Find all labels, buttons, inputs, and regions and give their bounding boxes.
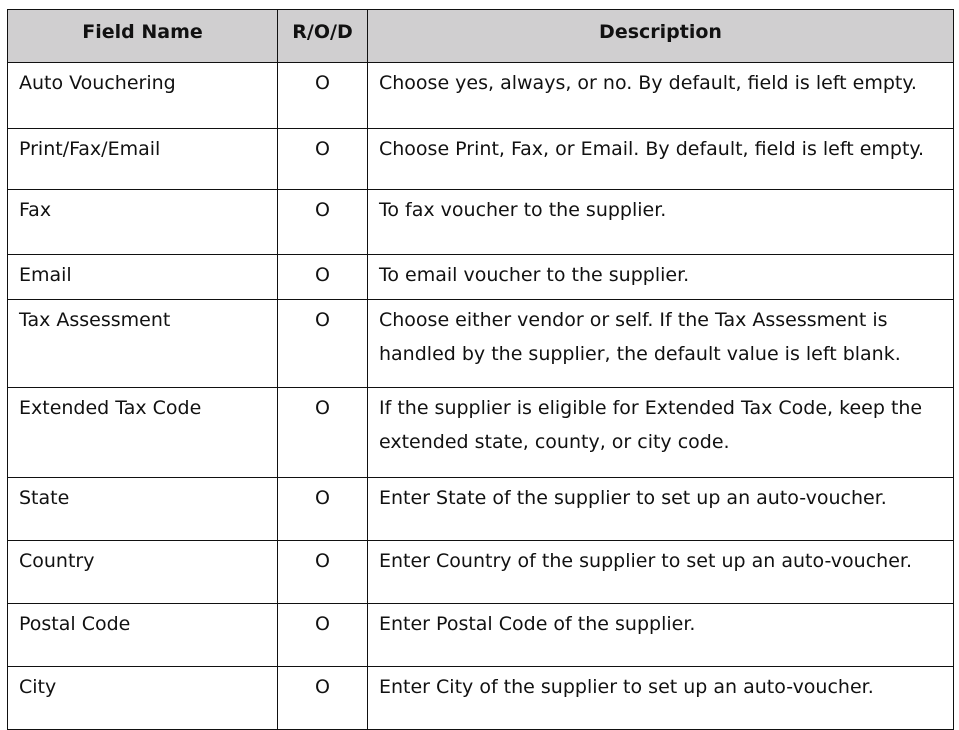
field-name-cell: Tax Assessment bbox=[8, 300, 278, 388]
rod-cell: O bbox=[278, 604, 368, 667]
field-name-cell: City bbox=[8, 667, 278, 730]
table-row bbox=[8, 255, 954, 300]
field-definition-table bbox=[7, 9, 954, 730]
rod-cell: O bbox=[278, 478, 368, 541]
table-row bbox=[8, 604, 954, 667]
description-cell: Enter Country of the supplier to set up an auto-voucher. bbox=[368, 541, 954, 604]
description-cell: To fax voucher to the supplier. bbox=[368, 190, 954, 255]
table-row bbox=[8, 541, 954, 604]
header-row bbox=[8, 10, 954, 63]
description-cell: To email voucher to the supplier. bbox=[368, 255, 954, 300]
table-row bbox=[8, 300, 954, 388]
description-cell: Enter State of the supplier to set up an auto-voucher. bbox=[368, 478, 954, 541]
description-cell: If the supplier is eligible for Extended Tax Code, keep the extended state, county, or city code. bbox=[368, 388, 954, 478]
table-row bbox=[8, 190, 954, 255]
table-row bbox=[8, 388, 954, 478]
description-cell: Choose either vendor or self. If the Tax Assessment is handled by the supplier, the default value is left blank. bbox=[368, 300, 954, 388]
table-row bbox=[8, 478, 954, 541]
field-name-cell: Fax bbox=[8, 190, 278, 255]
rod-cell: O bbox=[278, 388, 368, 478]
header-description: Description bbox=[368, 10, 954, 63]
description-cell: Choose Print, Fax, or Email. By default, field is left empty. bbox=[368, 129, 954, 190]
field-name-cell: Auto Vouchering bbox=[8, 63, 278, 129]
table-row bbox=[8, 667, 954, 730]
description-cell: Enter City of the supplier to set up an auto-voucher. bbox=[368, 667, 954, 730]
description-cell: Choose yes, always, or no. By default, field is left empty. bbox=[368, 63, 954, 129]
field-name-cell: Email bbox=[8, 255, 278, 300]
description-cell: Enter Postal Code of the supplier. bbox=[368, 604, 954, 667]
rod-cell: O bbox=[278, 667, 368, 730]
table-row bbox=[8, 129, 954, 190]
rod-cell: O bbox=[278, 300, 368, 388]
field-name-cell: State bbox=[8, 478, 278, 541]
rod-cell: O bbox=[278, 129, 368, 190]
header-field-name: Field Name bbox=[8, 10, 278, 63]
rod-cell: O bbox=[278, 190, 368, 255]
header-rod: R/O/D bbox=[278, 10, 368, 63]
rod-cell: O bbox=[278, 63, 368, 129]
field-name-cell: Extended Tax Code bbox=[8, 388, 278, 478]
table-row bbox=[8, 63, 954, 129]
field-name-cell: Postal Code bbox=[8, 604, 278, 667]
field-name-cell: Print/Fax/Email bbox=[8, 129, 278, 190]
rod-cell: O bbox=[278, 541, 368, 604]
rod-cell: O bbox=[278, 255, 368, 300]
field-name-cell: Country bbox=[8, 541, 278, 604]
